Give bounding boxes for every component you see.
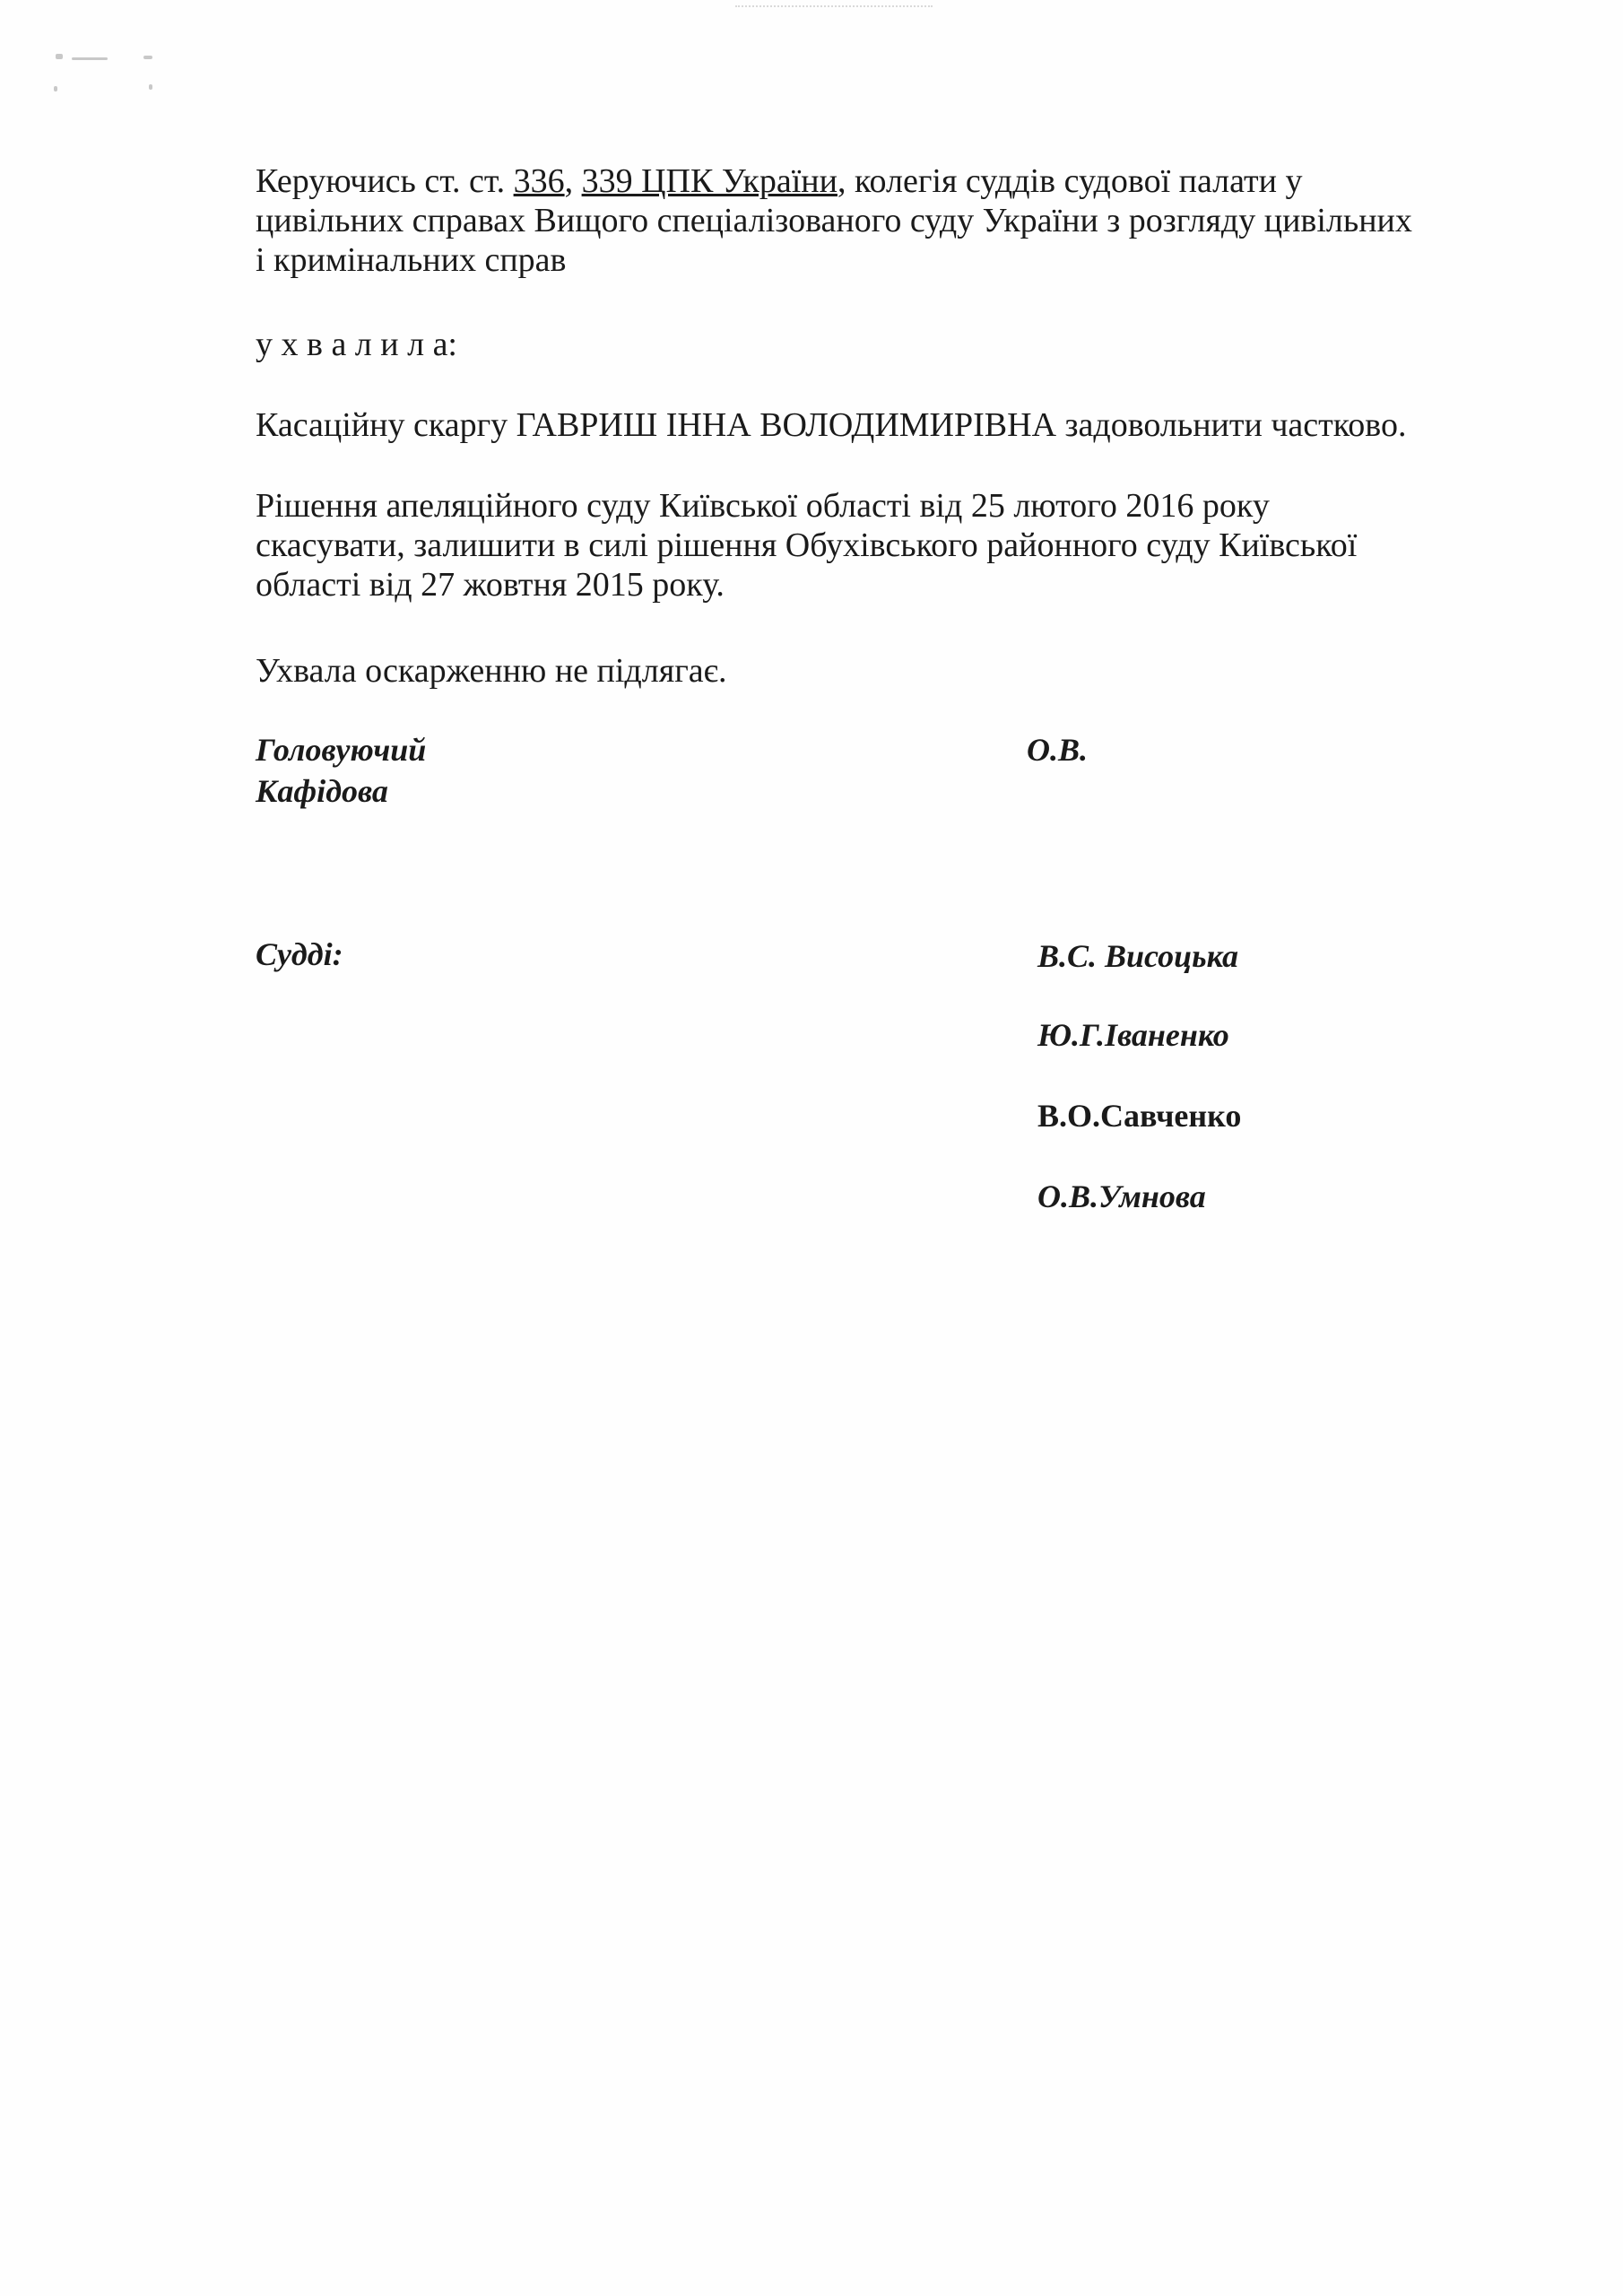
resolution-heading: у х в а л и л а:	[256, 326, 457, 363]
presiding-label: Головуючий	[256, 732, 427, 768]
judge-name: Ю.Г.Іваненко	[1037, 1017, 1229, 1053]
judges-label: Судді:	[256, 936, 343, 972]
preamble-text: цивільних справах Вищого спеціалізованого суду України з розгляду цивільних	[256, 202, 1412, 239]
preamble-text: , колегія суддів судової палати у	[837, 162, 1303, 200]
appeal-decision-text: області від 27 жовтня 2015 року.	[256, 566, 725, 604]
scan-artifact	[149, 84, 152, 90]
presiding-surname: Кафідова	[256, 773, 388, 809]
judge-name: В.О.Савченко	[1037, 1098, 1242, 1134]
presiding-initials: О.В.	[1027, 732, 1089, 768]
law-article-link-336[interactable]: 336	[513, 162, 565, 200]
judge-name: В.С. Висоцька	[1037, 938, 1238, 974]
judge-name: О.В.Умнова	[1037, 1178, 1206, 1214]
appeal-decision-paragraph	[256, 486, 1529, 604]
not-appealable-paragraph: Ухвала оскарженню не підлягає.	[256, 652, 727, 690]
law-article-link-339[interactable]: 339 ЦПК України	[581, 162, 838, 200]
appeal-decision-text: скасувати, залишити в силі рішення Обухівського районного суду Київської	[256, 526, 1358, 564]
preamble-text: і кримінальних справ	[256, 241, 567, 279]
preamble-paragraph	[256, 161, 1529, 280]
scan-artifact	[72, 57, 108, 60]
preamble-separator: ,	[564, 162, 582, 200]
scan-artifact	[735, 0, 933, 7]
scan-artifact	[54, 86, 57, 91]
cassation-decision-paragraph: Касаційну скаргу ГАВРИШ ІННА ВОЛОДИМИРІВНА задовольнити частково.	[256, 406, 1407, 444]
scan-artifact	[56, 54, 63, 59]
preamble-text: Керуючись ст. ст.	[256, 162, 514, 200]
scan-artifact	[143, 56, 152, 59]
appeal-decision-text: Рішення апеляційного суду Київської області від 25 лютого 2016 року	[256, 487, 1270, 525]
